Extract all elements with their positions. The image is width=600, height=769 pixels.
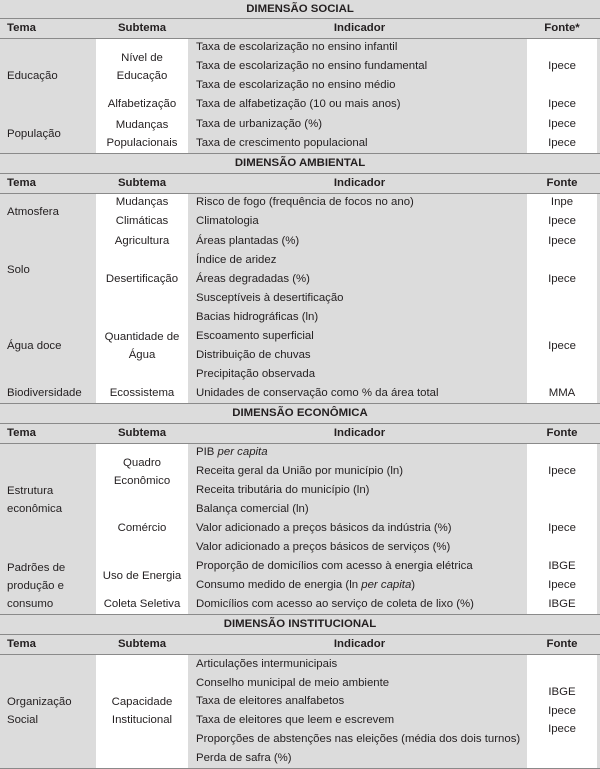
subtema-ecossistema: Ecossistema <box>109 387 175 399</box>
indicator: Taxa de urbanização (%) <box>196 118 322 130</box>
subtema-desertificacao: Desertificação <box>105 273 179 285</box>
subtema-uso-energia: Uso de Energia <box>102 570 182 582</box>
fonte: IBGE <box>548 686 576 698</box>
fonte: Ipece <box>548 137 576 149</box>
indicator: Risco de fogo (frequência de focos no ano) <box>196 196 414 208</box>
dimension-title-ambiental: DIMENSÃO AMBIENTAL <box>234 157 366 169</box>
subtema-mudancas-populacionais: Mudanças Populacionais <box>106 119 178 149</box>
header-fonte: Fonte <box>546 427 578 439</box>
fonte: MMA <box>548 387 576 399</box>
tema-educacao: Educação <box>7 70 58 82</box>
indicator: Climatologia <box>196 215 259 227</box>
indicator: Escoamento superficial <box>196 330 314 342</box>
header-tema: Tema <box>7 638 36 650</box>
tema-agua-doce: Água doce <box>7 340 62 352</box>
dimension-title-social: DIMENSÃO SOCIAL <box>246 3 354 15</box>
header-tema: Tema <box>7 427 36 439</box>
header-subtema: Subtema <box>117 177 167 189</box>
indicator: Valor adicionado a preços básicos de serviços (%) <box>196 541 451 553</box>
indicator: Áreas plantadas (%) <box>196 235 300 247</box>
subtema-alfabetizacao: Alfabetização <box>107 98 177 110</box>
subtema-quantidade-agua: Quantidade de Água <box>104 331 180 361</box>
indicator: Receita tributária do município (ln) <box>196 484 370 496</box>
indicator: Taxa de eleitores analfabetos <box>196 695 345 707</box>
tema-solo: Solo <box>7 264 30 276</box>
header-indicador: Indicador <box>333 638 386 650</box>
indicator: Conselho municipal de meio ambiente <box>196 677 390 689</box>
tema-biodiversidade: Biodiversidade <box>7 387 82 399</box>
header-indicador: Indicador <box>333 427 386 439</box>
fonte: Ipece <box>548 465 576 477</box>
indicator: Balança comercial (ln) <box>196 503 309 515</box>
tema-atmosfera: Atmosfera <box>7 206 59 218</box>
header-subtema: Subtema <box>117 638 167 650</box>
header-tema: Tema <box>7 22 36 34</box>
indicator: Articulações intermunicipais <box>196 658 338 670</box>
indicator: Taxa de escolarização no ensino fundamental <box>196 60 428 72</box>
indicator: Valor adicionado a preços básicos da indústria (%) <box>196 522 452 534</box>
indicator: Índice de aridez <box>196 254 277 266</box>
indicator: Unidades de conservação como % da área total <box>196 387 439 399</box>
fonte: Ipece <box>548 579 576 591</box>
fonte: Ipece <box>548 60 576 72</box>
fonte: Ipece <box>548 723 576 735</box>
indicator: Domicílios com acesso ao serviço de coleta de lixo (%) <box>196 598 474 610</box>
fonte: IBGE <box>548 560 576 572</box>
indicator: Distribuição de chuvas <box>196 349 311 361</box>
indicator: PIB per capita <box>196 446 268 458</box>
indicator: Susceptíveis à desertificação <box>196 292 344 304</box>
fonte: Ipece <box>548 235 576 247</box>
indicator: Taxa de eleitores que leem e escrevem <box>196 714 395 726</box>
indicator: Bacias hidrográficas (ln) <box>196 311 319 323</box>
subtema-coleta-seletiva: Coleta Seletiva <box>103 598 181 610</box>
tema-organizacao-social: Organização Social <box>7 696 72 726</box>
indicator: Consumo medido de energia (ln per capita) <box>196 579 416 591</box>
fonte: IBGE <box>548 598 576 610</box>
fonte: Ipece <box>548 118 576 130</box>
subtema-agricultura: Agricultura <box>114 235 170 247</box>
indicator: Áreas degradadas (%) <box>196 273 310 285</box>
fonte: Ipece <box>548 522 576 534</box>
indicator: Proporções de abstenções nas eleições (média dos dois turnos) <box>196 733 521 745</box>
header-subtema: Subtema <box>117 427 167 439</box>
fonte: Ipece <box>548 273 576 285</box>
tema-padroes-producao-consumo: Padrões de produção e consumo <box>7 561 66 610</box>
fonte: Ipece <box>548 705 576 717</box>
subtema-nivel-educacao: Nível de Educação <box>116 51 168 82</box>
subtema-climaticas: Climáticas <box>115 215 169 227</box>
indicator: Taxa de escolarização no ensino infantil <box>196 41 398 53</box>
indicator: Proporção de domicílios com acesso à energia elétrica <box>196 560 473 572</box>
dimension-title-institucional: DIMENSÃO INSTITUCIONAL <box>223 618 377 630</box>
header-fonte: Fonte* <box>544 22 580 34</box>
indicator: Perda de safra (%) <box>196 752 292 764</box>
indicator: Precipitação observada <box>196 368 316 380</box>
fonte: Ipece <box>548 215 576 227</box>
dimension-title-economica: DIMENSÃO ECONÔMICA <box>232 407 368 419</box>
header-indicador: Indicador <box>333 177 386 189</box>
header-tema: Tema <box>7 177 36 189</box>
tema-estrutura-economica: Estrutura econômica <box>7 485 63 515</box>
tema-populacao: População <box>7 128 61 140</box>
subtema-comercio: Comércio <box>117 522 167 534</box>
header-fonte: Fonte <box>546 638 578 650</box>
indicator: Receita geral da União por município (ln) <box>196 465 404 477</box>
header-indicador: Indicador <box>333 22 386 34</box>
header-fonte: Fonte <box>546 177 578 189</box>
subtema-capacidade-institucional: Capacidade Institucional <box>111 696 173 726</box>
subtema-quadro-economico: Quadro Econômico <box>113 456 171 487</box>
header-subtema: Subtema <box>117 22 167 34</box>
fonte: Ipece <box>548 98 576 110</box>
fonte: Inpe <box>550 196 574 208</box>
subtema-mudancas: Mudanças <box>115 196 169 208</box>
indicator: Taxa de escolarização no ensino médio <box>196 79 396 91</box>
indicator: Taxa de alfabetização (10 ou mais anos) <box>196 98 401 110</box>
fonte: Ipece <box>548 340 576 352</box>
indicator: Taxa de crescimento populacional <box>196 137 368 149</box>
